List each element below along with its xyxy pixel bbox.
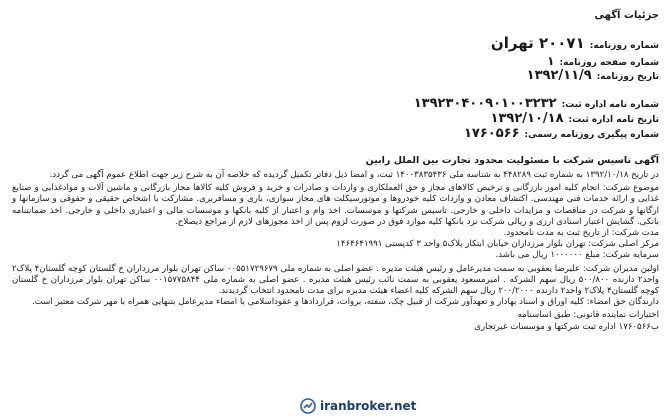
meta-value: ۱۳۹۲۳۰۴۰۰۹۰۱۰۰۳۲۳۲ — [413, 96, 557, 111]
page-number-row — [12, 54, 659, 68]
meta-value: ۲۰۰۷۱ تهران — [490, 34, 585, 52]
meta-label: شماره پیگیری روزنامه رسمی: — [524, 130, 659, 140]
ad-paragraph-representative: اختیارات نماینده قانونی: طبق اساسنامه — [517, 310, 659, 321]
site-watermark — [300, 398, 416, 414]
registration-letter-date-row — [12, 111, 659, 126]
meta-label: شماره نامه اداره ثبت: — [561, 100, 659, 110]
registration-letter-number-row — [12, 96, 659, 111]
meta-label: تاریخ روزنامه: — [596, 72, 659, 82]
meta-label: شماره روزنامه: — [589, 41, 659, 51]
ad-title: آگهی تاسیس شرکت با مسئولیت محدود تجارت بین الملل رابین — [365, 155, 659, 166]
meta-label: تاریخ نامه اداره ثبت: — [568, 115, 659, 125]
meta-value: ۱۳۹۲/۱۰/۱۸ — [490, 111, 564, 126]
meta-value: ۱۷۶۰۵۶۶ — [463, 126, 520, 141]
chart-trend-icon — [300, 398, 316, 414]
ad-paragraph-intro: در تاریخ ۱۳۹۲/۱۰/۱۸ به شماره ثبت ۴۴۸۲۸۹ به شناسه ملی ۱۴۰۰۳۸۳۵۴۳۶ ثبت، و امضا ذیل دفاتر تکمیل گردیده که خلاصه آن به شرح زیر جهت اطلاع عموم آگهی می گردد. — [49, 170, 659, 180]
ad-paragraph-duration: مدت شرکت: از تاریخ ثبت به مدت نامحدود. — [503, 228, 659, 239]
ad-paragraph-office: ب۱۷۶۰۵۶۶ اداره ثبت شرکتها و موسسات غیرتجاری — [474, 321, 659, 332]
meta-value: ۱ — [547, 54, 555, 68]
ad-paragraph-subject: موضوع شرکت: انجام کلیه امور بازرگانی و ترخیص کالاهای مجاز و حق العملکاری و واردات و صادرات و خرید و فروش کلیه کالاها مجاز بازرگانی و ماشین آلات و موادغذایی و صنایع غذایی و ارائه خدمات فنی مهندسی. اکتشاف معادن و واردات کلیه خودروها و موتورسیکلت های مجاز سواری، باری و مسافربری. مشارکت با اشخاص حقیقی و حقوقی و سازمانها و ارگانها و شرکت در مناقصات و مزایدات داخلی و خارجی. تاسیس شرکتها و موسسات. اخذ وام و اعتبار از کلیه بانکها و موسسات مالی و اعتباری داخلی و خارجی. اخذ ضمانتنامه بانکی. گشایش اعتبار اسنادی ارزی و ریالی شرکت نزد بانکها کلیه موارد فوق در صورت لزوم پس از اخذ مجوزهای لازم از مراجع ذیصلاح. — [12, 183, 659, 227]
section-title: جزئیات آگهی — [594, 10, 659, 21]
meta-label: شماره صفحه روزنامه: — [559, 58, 659, 68]
ad-paragraph-directors: اولین مدیران شرکت: علیرضا یعقوبی به سمت مدیرعامل و رئیس هیئت مدیره . عضو اصلی به شماره ملی ۰۰۵۵۱۷۲۹۶۷۹ ساکن تهران بلوار مرزداران خ گلستان کوچه گلستان۴ پلاک۲ واحد۲ دارنده ۵۰۰/۸۰۰ ریال سهم الشرکه . امیرمسعود یعقوبی به سمت نائب رئیس هیئت مدیره . عضو اصلی به شماره ملی ۰۰۱۵۷۷۵۸۴۴ ساکن تهران بلوار مرزداران خ گلستان کوچه گلستان۴ پلاک۲ واحد۲ دارنده ۲۰۰/۲۰۰۰ ریال سهم الشرکه کلیه اعضاء هیئت مدیره برای مدت نامحدود انتخاب گردیدند. — [12, 263, 660, 297]
registration-meta — [12, 96, 659, 141]
newspaper-date-row — [12, 68, 659, 84]
tracking-number-row — [12, 126, 659, 141]
site-name: iranbroker.net — [320, 399, 417, 413]
ad-body — [12, 170, 659, 333]
newspaper-meta — [12, 34, 659, 84]
meta-value: ۱۳۹۲/۱۱/۹ — [526, 68, 592, 83]
ad-paragraph-signatories: دارندگان حق امضاء: کلیه اوراق و اسناد بهادار و تعهدآور شرکت از قبیل چک، سفته، بروات، قراردادها و عقوداسلامی با امضاء مدیرعامل بتنهایی همراه با مهر شرکت معتبر است. — [32, 297, 659, 308]
newspaper-number-row — [12, 34, 659, 54]
ad-paragraph-address: مرکز اصلی شرکت: تهران بلوار مرزداران خیابان ابتکار پلاک۵ واحد ۳ کدپستی ۱۴۶۴۶۴۱۹۹۱ — [336, 239, 659, 250]
ad-paragraph-capital: سرمایه شرکت: مبلغ ۱۰۰۰۰۰۰ ریال می باشد. — [495, 250, 659, 261]
